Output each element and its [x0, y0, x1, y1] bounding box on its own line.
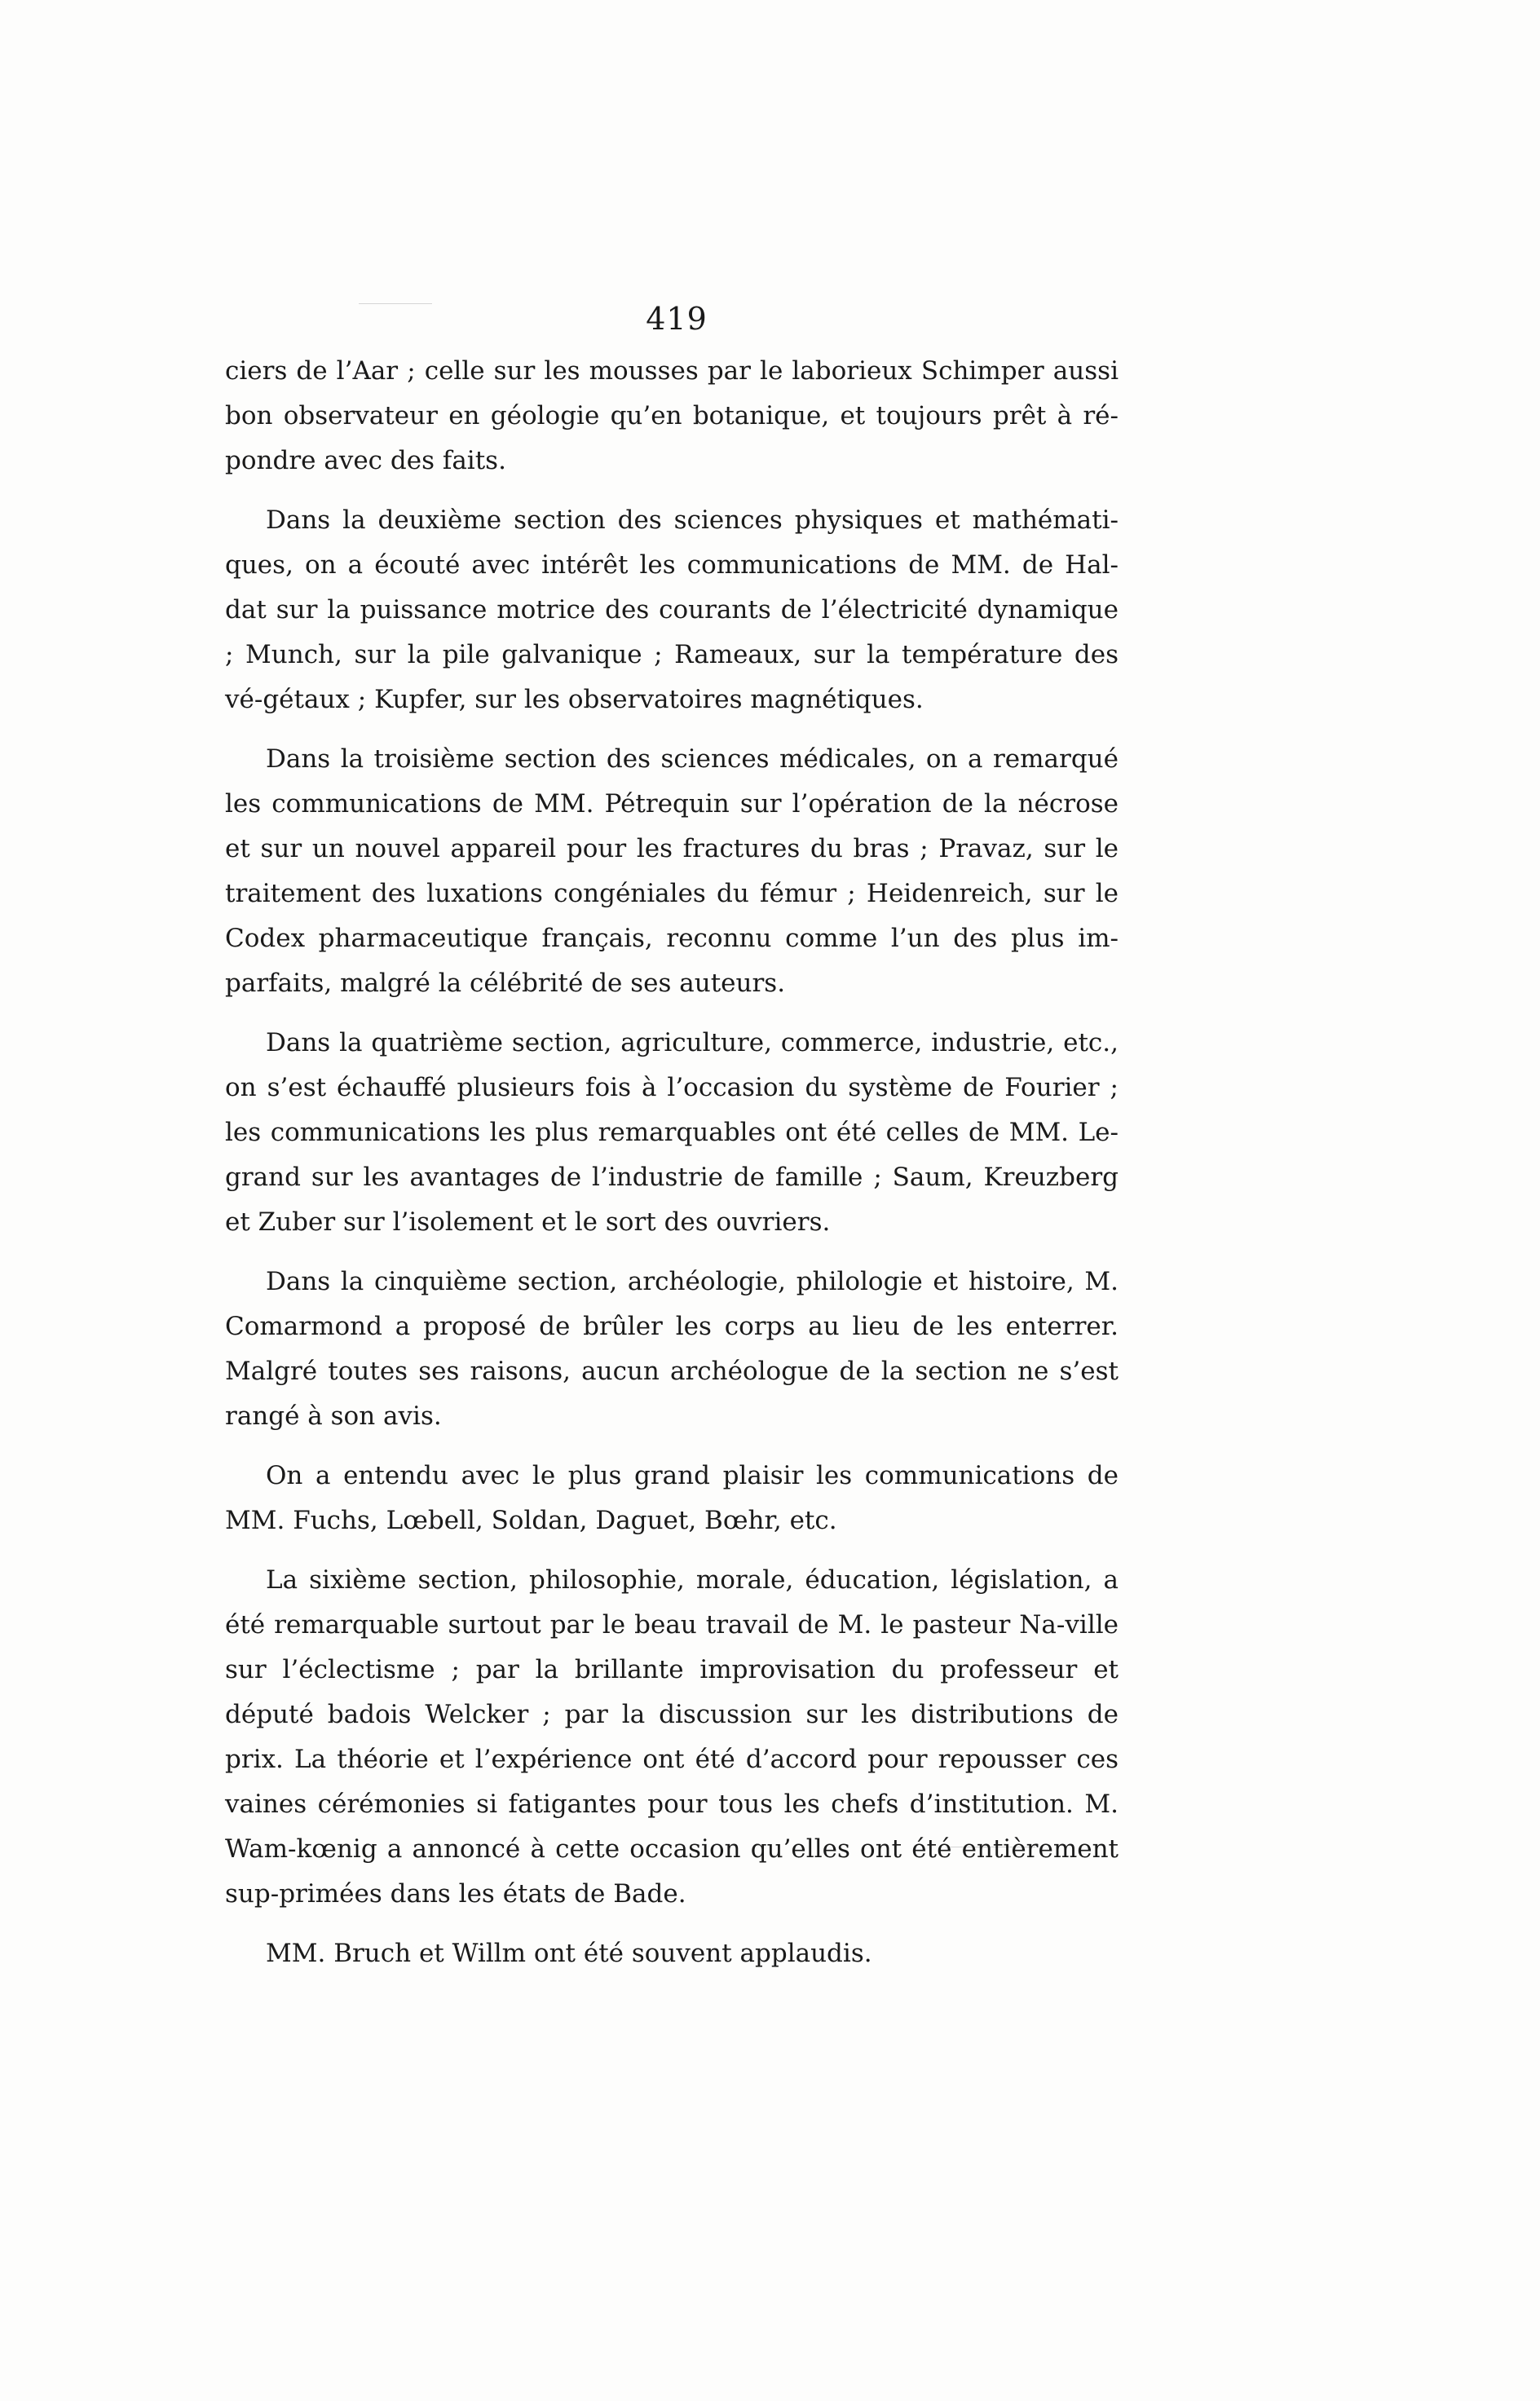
- paragraph-5: Dans la cinquième section, archéologie, philologie et histoire, M. Comarmond a proposé de brûler les corps au lieu de les enterrer. Malgré toutes ses raisons, aucun archéologue de la section ne s’est rangé à son avis.: [225, 1267, 1119, 1431]
- paragraph-7: La sixième section, philosophie, morale, éducation, législation, a été remarquable surtout par le beau travail de M. le pasteur Na-ville sur l’éclectisme ; par la brillante improvisation du professeur et député badois Welcker ; par la discussion sur les distributions de prix. La théorie et l’expérience ont été d’accord pour repousser ces vaines cérémonies si fatigantes pour tous les chefs d’institution. M. Wam-kœnig a annoncé à cette occasion qu’elles ont été entièrement sup-primées dans les états de Bade.: [225, 1565, 1119, 1909]
- body-text: [225, 349, 1119, 1976]
- page-number: 419: [646, 301, 708, 337]
- paragraph-6: On a entendu avec le plus grand plaisir les communications de MM. Fuchs, Lœbell, Soldan, Daguet, Bœhr, etc.: [225, 1461, 1119, 1535]
- paragraph-2: Dans la deuxième section des sciences physiques et mathémati-ques, on a écouté avec intérêt les communications de MM. de Hal-dat sur la puissance motrice des courants de l’électricité dynamique ; Munch, sur la pile galvanique ; Rameaux, sur la température des vé-gétaux ; Kupfer, sur les observatoires magnétiques.: [225, 505, 1119, 714]
- paragraph-8: MM. Bruch et Willm ont été souvent applaudis.: [266, 1939, 872, 1968]
- paragraph-3: Dans la troisième section des sciences médicales, on a remarqué les communications de MM. Pétrequin sur l’opération de la nécrose et sur un nouvel appareil pour les fractures du bras ; Pravaz, sur le traitement des luxations congéniales du fémur ; Heidenreich, sur le Codex pharmaceutique français, reconnu comme l’un des plus im-parfaits, malgré la célébrité de ses auteurs.: [225, 744, 1119, 998]
- scan-mark-top: [359, 303, 432, 304]
- paragraph-4: Dans la quatrième section, agriculture, commerce, industrie, etc., on s’est échauffé plusieurs fois à l’occasion du système de Fourier ; les communications les plus remarquables ont été celles de MM. Le-grand sur les avantages de l’industrie de famille ; Saum, Kreuzberg et Zuber sur l’isolement et le sort des ouvriers.: [225, 1028, 1119, 1237]
- paragraph-1: ciers de l’Aar ; celle sur les mousses par le laborieux Schimper aussi bon observateur en géologie qu’en botanique, et toujours prêt à ré-pondre avec des faits.: [225, 356, 1119, 475]
